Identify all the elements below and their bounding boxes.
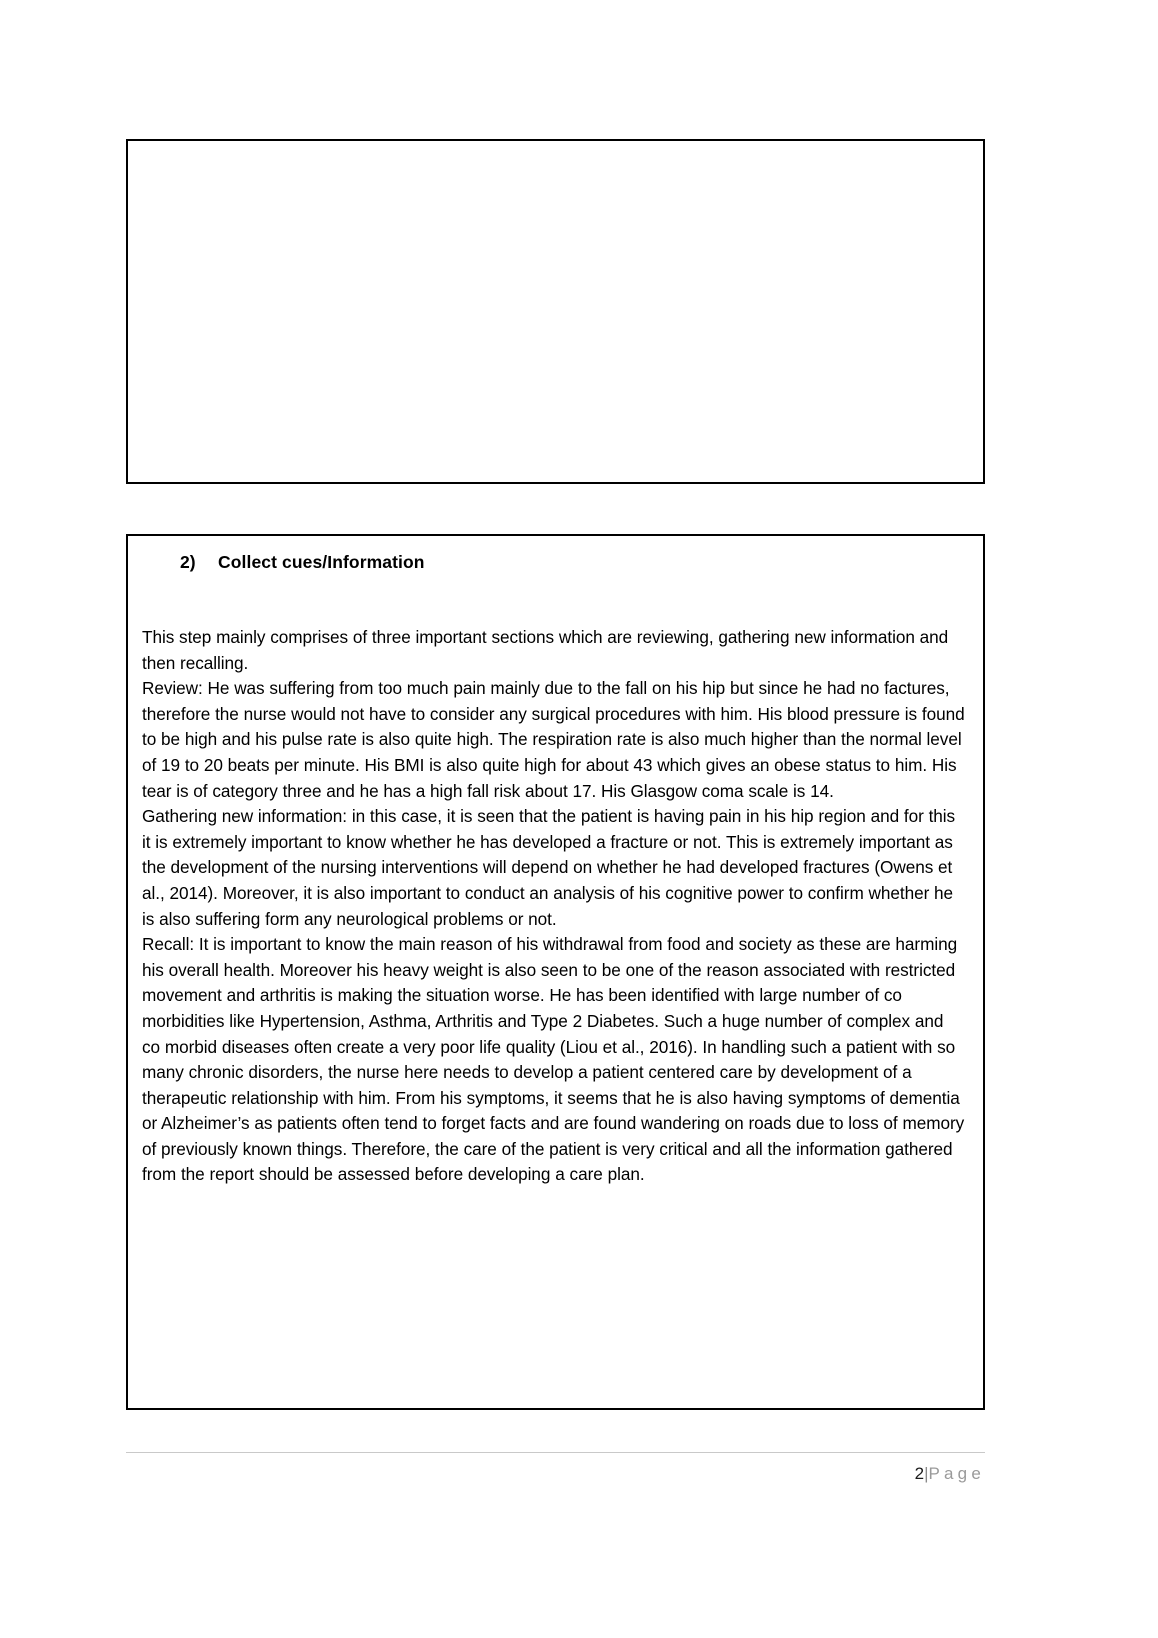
footer-separator: | [924, 1464, 929, 1483]
empty-content-box [126, 139, 985, 484]
footer-page-label: Page [928, 1464, 985, 1483]
paragraph-recall: Recall: It is important to know the main reason of his withdrawal from food and society as these are harming his overall health. Moreover his heavy weight is also seen to be one of the reason associated with restricted movement and arthritis is making the situation worse. He has been identified with large number of co morbidities like Hypertension, Asthma, Arthritis and Type 2 Diabetes. Such a huge number of complex and co morbid diseases often create a very poor life quality (Liou et al., 2016). In handling such a patient with so many chronic disorders, the nurse here needs to develop a patient centered care by development of a therapeutic relationship with him. From his symptoms, it seems that he is also having symptoms of dementia or Alzheimer’s as patients often tend to forget facts and are found wandering on roads due to loss of memory of previously known things. Therefore, the care of the patient is very critical and all the information gathered from the report should be assessed before developing a care plan. [142, 934, 965, 1185]
footer-page-indicator [126, 1463, 985, 1485]
paragraph-intro: This step mainly comprises of three important sections which are reviewing, gathering new information and then recalling. [142, 627, 949, 673]
paragraph-review: Review: He was suffering from too much pain mainly due to the fall on his hip but since he had no factures, therefore the nurse would not have to consider any surgical procedures with him. His blood pressure is found to be high and his pulse rate is also quite high. The respiration rate is also much higher than the normal level of 19 to 20 beats per minute. His BMI is also quite high for about 43 which gives an obese status to him. His tear is of category three and he has a high fall risk about 17. His Glasgow coma scale is 14. [142, 678, 965, 801]
section-heading [138, 552, 969, 573]
paragraph-gathering-new-information: Gathering new information: in this case, it is seen that the patient is having pain in his hip region and for this it is extremely important to know whether he has developed a fracture or not. This is extremely important as the development of the nursing interventions will depend on whether he had developed fractures (Owens et al., 2014). Moreover, it is also important to conduct an analysis of his cognitive power to confirm whether he is also suffering form any neurological problems or not. [142, 806, 956, 929]
footer-divider [126, 1452, 985, 1453]
section-heading-title: Collect cues/Information [218, 552, 425, 572]
footer-page-number: 2 [914, 1464, 925, 1483]
section-content-box [126, 534, 985, 1410]
page-footer [126, 1452, 985, 1485]
section-heading-marker: 2) [180, 552, 196, 572]
section-body [138, 625, 969, 1188]
